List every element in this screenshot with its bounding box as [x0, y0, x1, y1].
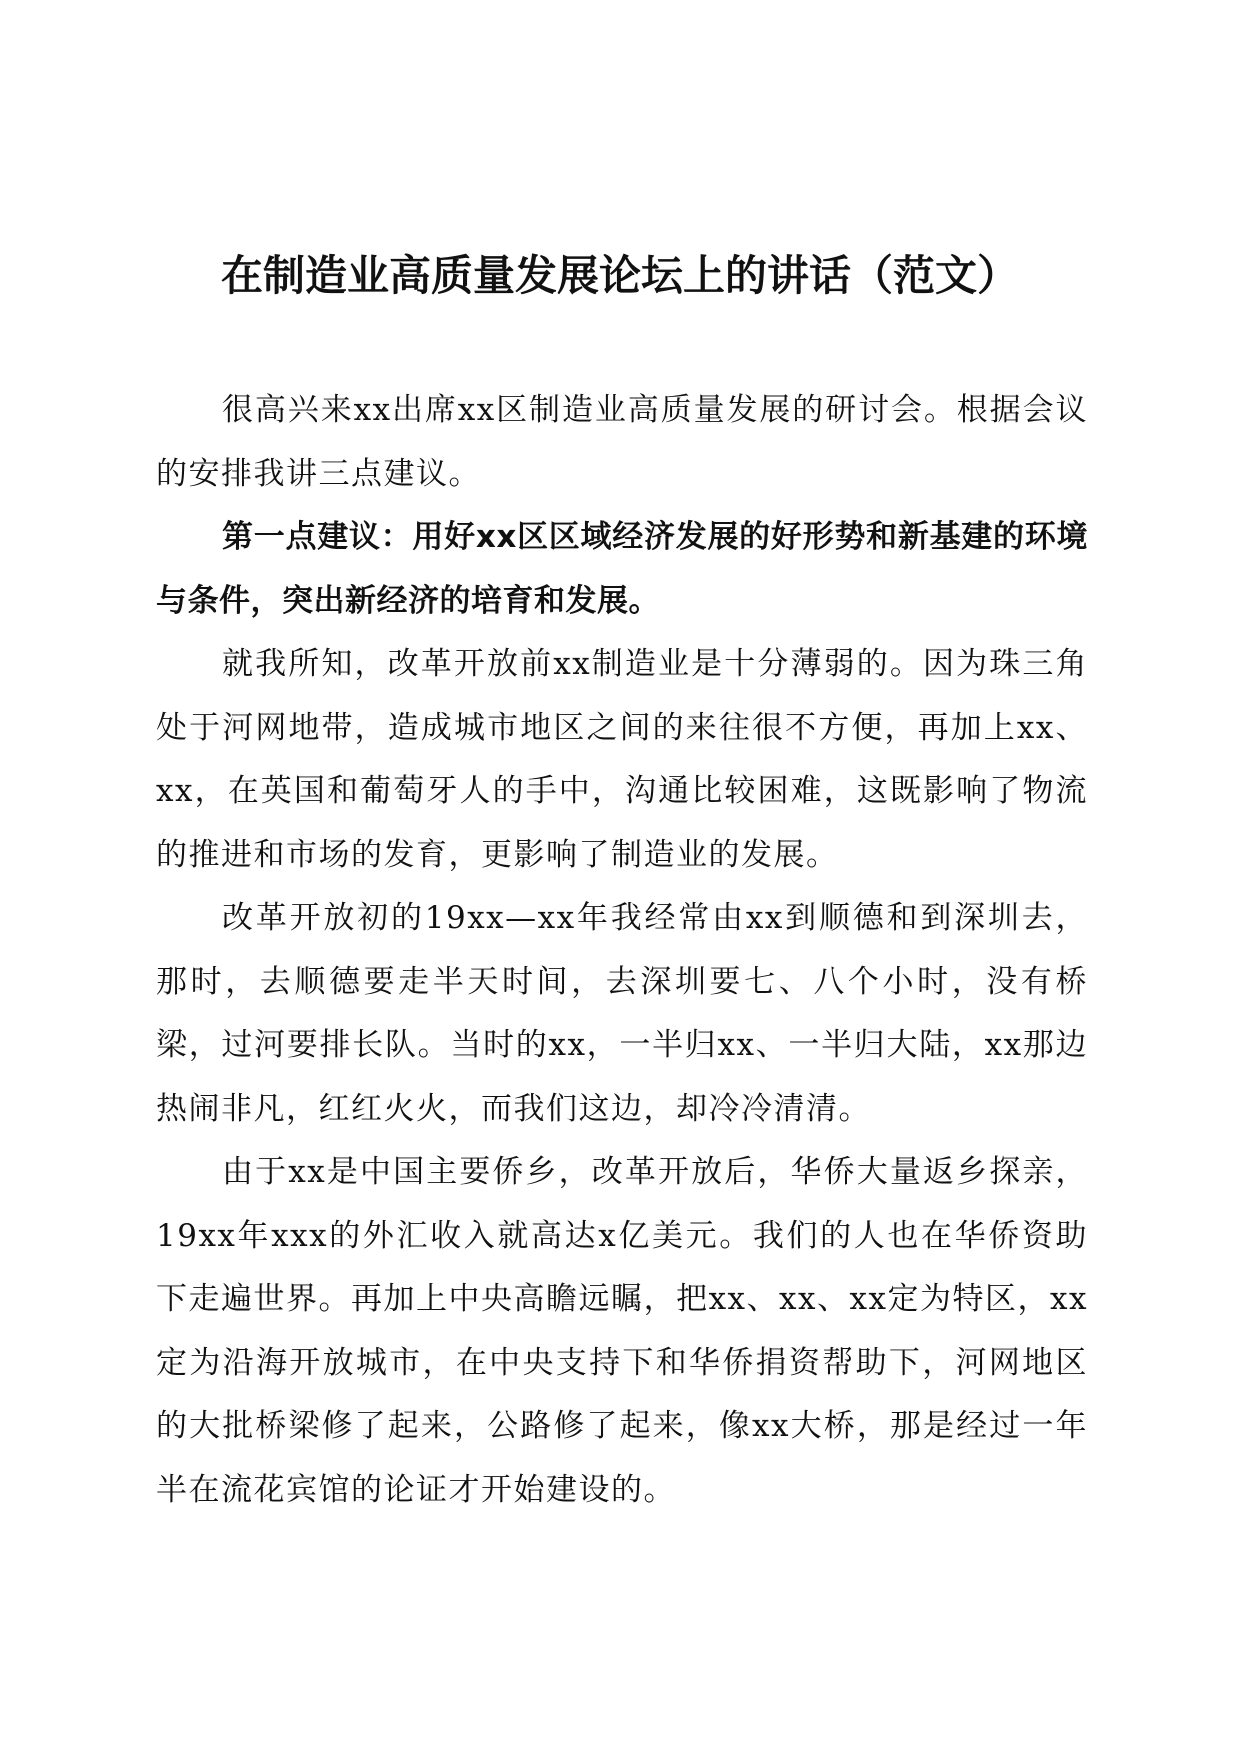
paragraph-intro: 很高兴来xx出席xx区制造业高质量发展的研讨会。根据会议的安排我讲三点建议。 — [156, 392, 1088, 492]
document-title: 在制造业高质量发展论坛上的讲话（范文） — [220, 251, 1019, 300]
paragraph-first-suggestion-heading: 第一点建议：用好xx区区域经济发展的好形势和新基建的环境与条件，突出新经济的培育和发展。 — [156, 519, 1088, 619]
document-body — [156, 379, 1088, 1522]
paragraph-before-reform: 就我所知，改革开放前xx制造业是十分薄弱的。因为珠三角处于河网地带，造成城市地区之间的来往很不方便，再加上xx、xx，在英国和葡萄牙人的手中，沟通比较困难，这既影响了物流的推进和市场的发育，更影响了制造业的发展。 — [156, 646, 1088, 873]
paragraph-early-reform: 改革开放初的19xx—xx年我经常由xx到顺德和到深圳去，那时，去顺德要走半天时间，去深圳要七、八个小时，没有桥梁，过河要排长队。当时的xx，一半归xx、一半归大陆，xx那边热闹非凡，红红火火，而我们这边，却冷冷清清。 — [156, 900, 1088, 1127]
paragraph-overseas-chinese: 由于xx是中国主要侨乡，改革开放后，华侨大量返乡探亲，19xx年xxx的外汇收入就高达x亿美元。我们的人也在华侨资助下走遍世界。再加上中央高瞻远瞩，把xx、xx、xx定为特区，xx定为沿海开放城市，在中央支持下和华侨捐资帮助下，河网地区的大批桥梁修了起来，公路修了起来，像xx大桥，那是经过一年半在流花宾馆的论证才开始建设的。 — [156, 1154, 1088, 1508]
